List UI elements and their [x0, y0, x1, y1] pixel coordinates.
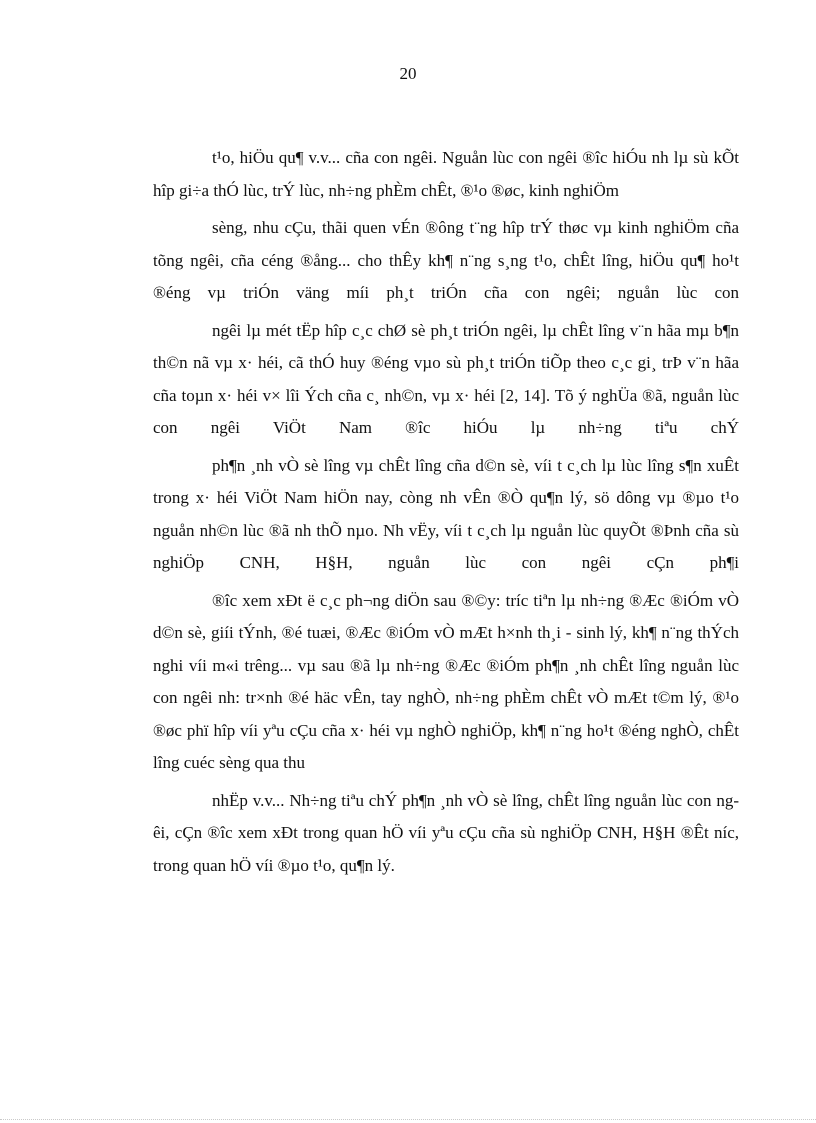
- body-text: [153, 142, 739, 882]
- page-number: 20: [399, 64, 417, 83]
- paragraph-3: ngêi lµ mét tËp hîp c¸c chØ sè ph¸t triÓn ngêi, lµ chÊt lîng v¨n hãa mµ b¶n th©n nã vµ x· héi, cã thÓ huy ®éng vµo sù ph¸t triÓn tiÕp theo c¸c gi¸ trÞ v¨n hãa cña toµn x· héi v× lîi Ých cña c¸ nh©n, vµ x· héi [2, 14]. Tõ ý nghÜa ®ã, nguån lùc con ngêi ViÖt Nam ®îc hiÓu lµ nh÷ng tiªu chÝ: [153, 320, 739, 437]
- page-bottom-rule: [0, 1119, 816, 1120]
- paragraph-6: nhËp v.v... Nh÷ng tiªu chÝ ph¶n ¸nh vÒ sè lîng, chÊt lîng nguån lùc con ngêi, cÇn ®îc xem xÐt trong quan hÖ víi yªu cÇu cña sù nghiÖp CNH, H§H ®Êt níc, trong quan hÖ víi ®µo t¹o, qu¶n lý.: [153, 790, 739, 875]
- paragraph-4: ph¶n ¸nh vÒ sè lîng vµ chÊt lîng cña d©n sè, víi t c¸ch lµ lùc lîng s¶n xuÊt trong x· héi ViÖt Nam hiÖn nay, còng nh vÊn ®Ò qu¶n lý, sö dông vµ ®µo t¹o nguån nh©n lùc ®ã nh thÕ nµo. Nh vËy, víi t c¸ch lµ nguån lùc quyÕt ®Þnh cña sù nghiÖp CNH, H§H, nguån lùc con ngêi cÇn ph¶i: [153, 455, 739, 572]
- paragraph-5: ®îc xem xÐt ë c¸c ph¬ng diÖn sau ®©y: tríc tiªn lµ nh÷ng ®Æc ®iÓm vÒ d©n sè, giíi tÝnh, ®é tuæi, ®Æc ®iÓm vÒ mÆt h×nh th¸i - sinh lý, kh¶ n¨ng thÝch nghi víi m«i trêng... vµ sau ®ã lµ nh÷ng ®Æc ®iÓm ph¶n ¸nh chÊt lîng nguån lùc con ngêi nh: tr×nh ®é häc vÊn, tay nghÒ, nh÷ng phÈm chÊt vÒ mÆt t©m lý, ®¹o ®øc phï hîp víi yªu cÇu cña x· héi vµ nghÒ nghiÖp, kh¶ n¨ng ho¹t ®éng nghÒ, chÊt lîng cuéc sèng qua thu: [153, 590, 739, 772]
- paragraph-2: sèng, nhu cÇu, thãi quen vÉn ®ông t¨ng hîp trÝ thøc vµ kinh nghiÖm cña tõng ngêi, cña céng ®ång... cho thÊy kh¶ n¨ng s¸ng t¹o, chÊt lîng, hiÖu qu¶ ho¹t ®éng vµ triÓn väng míi ph¸t triÓn cña con ngêi; nguån lùc con: [153, 218, 739, 302]
- paragraph-1: t¹o, hiÖu qu¶ v.v... cña con ngêi. Nguån lùc con ngêi ®îc hiÓu nh lµ sù kÕt hîp gi÷a thÓ lùc, trÝ lùc, nh÷ng phÈm chÊt, ®¹o ®øc, kinh nghiÖm: [153, 148, 739, 200]
